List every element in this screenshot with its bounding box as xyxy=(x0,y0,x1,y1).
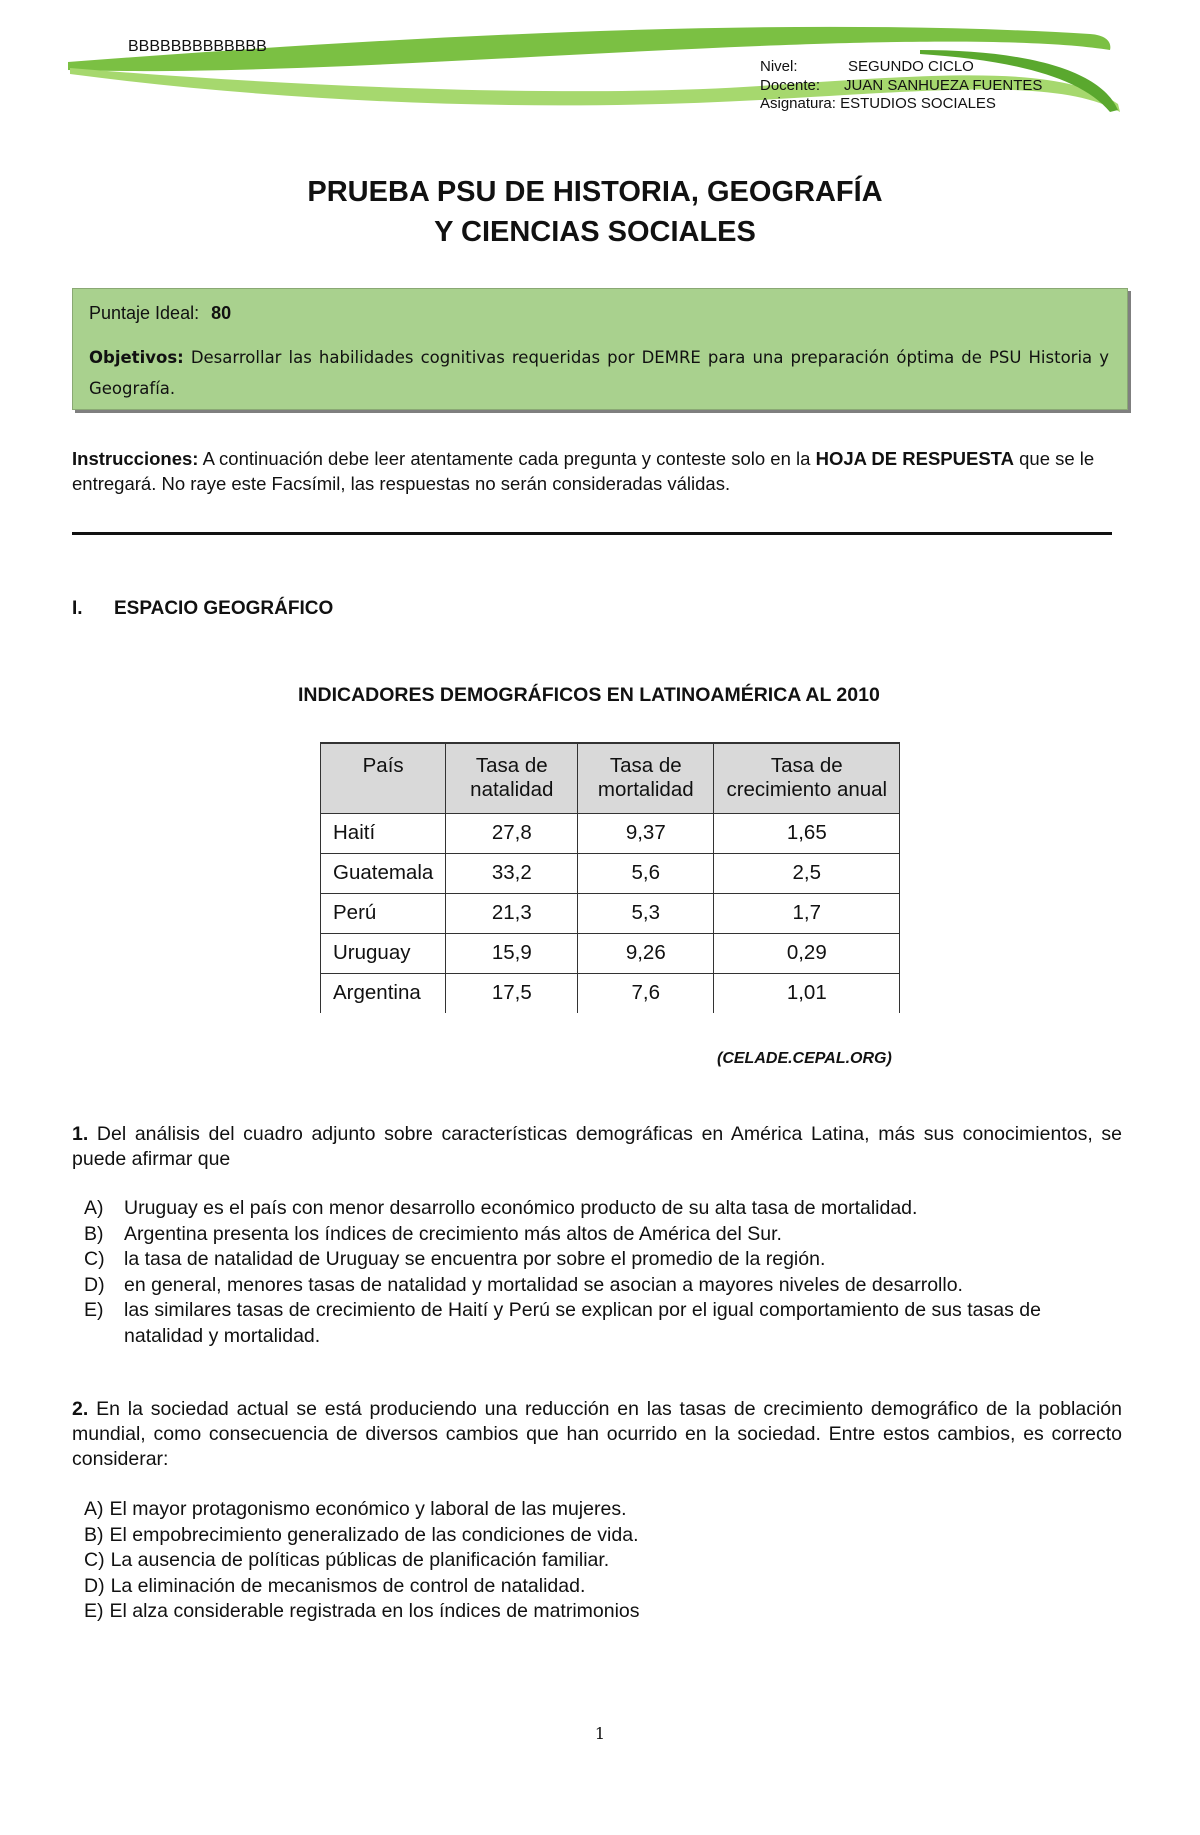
option-letter: E) xyxy=(84,1600,104,1622)
table-cell-country: Perú xyxy=(321,893,446,933)
question-2-text: En la sociedad actual se está produciendo una reducción en las tasas de crecimiento demográfico de la población mundial, como consecuencia de diversos cambios que han ocurrido en la sociedad. Entre estos cambios, es correcto considerar: xyxy=(72,1398,1122,1470)
table-cell: 1,01 xyxy=(714,973,900,1013)
meta-docente-value: JUAN SANHUEZA FUENTES xyxy=(844,77,1043,94)
meta-nivel xyxy=(760,58,974,75)
option-text: El alza considerable registrada en los índices de matrimonios xyxy=(109,1600,640,1622)
section-title: ESPACIO GEOGRÁFICO xyxy=(114,598,334,619)
question-2-options xyxy=(84,1497,1124,1625)
table-row xyxy=(321,933,900,973)
question-1-stem xyxy=(72,1122,1122,1172)
option-letter: A) xyxy=(84,1498,104,1520)
table-source: (CELADE.CEPAL.ORG) xyxy=(717,1050,892,1067)
table-cell: 9,37 xyxy=(578,813,714,853)
question-2-stem xyxy=(72,1397,1122,1472)
instructions-text-after: que se le entregará. No raye este Facsímil, las respuestas no serán consideradas válidas. xyxy=(72,448,1095,494)
table-cell: 2,5 xyxy=(714,853,900,893)
instructions-text-before: A continuación debe leer atentamente cada pregunta y conteste solo en la xyxy=(202,448,811,469)
option-text: Argentina presenta los índices de crecimiento más altos de América del Sur. xyxy=(124,1222,782,1245)
divider-rule xyxy=(72,532,1112,535)
instructions xyxy=(72,446,1124,496)
table-row xyxy=(321,853,900,893)
page-title-line-2: Y CIENCIAS SOCIALES xyxy=(434,216,756,248)
table-cell: 33,2 xyxy=(446,853,578,893)
meta-asignatura-label: Asignatura: xyxy=(760,95,836,112)
table-title: INDICADORES DEMOGRÁFICOS EN LATINOAMÉRICA AL 2010 xyxy=(298,684,880,706)
page-title-line-1: PRUEBA PSU DE HISTORIA, GEOGRAFÍA xyxy=(307,176,883,208)
table-cell-country: Haití xyxy=(321,813,446,853)
meta-nivel-label: Nivel: xyxy=(760,58,798,75)
question-1-number: 1. xyxy=(72,1123,89,1145)
objectives xyxy=(89,342,1109,404)
table-cell: 7,6 xyxy=(578,973,714,1013)
table-cell: 27,8 xyxy=(446,813,578,853)
section-heading xyxy=(72,598,333,620)
question-1-option-e xyxy=(84,1298,1114,1349)
question-1-option-b xyxy=(84,1222,1124,1248)
table-header-cell: Tasa de mortalidad xyxy=(578,743,714,813)
option-letter: C) xyxy=(84,1248,105,1270)
table-cell-country: Guatemala xyxy=(321,853,446,893)
option-text: La eliminación de mecanismos de control de natalidad. xyxy=(110,1574,586,1597)
table-cell: 9,26 xyxy=(578,933,714,973)
question-2-option-a xyxy=(84,1497,1124,1523)
option-letter: A) xyxy=(84,1197,104,1219)
option-text: las similares tasas de crecimiento de Haití y Perú se explican por el igual comportamiento de sus tasas de natalidad y mortalidad. xyxy=(124,1299,1041,1347)
question-2-option-d xyxy=(84,1574,1124,1600)
table-cell-country: Uruguay xyxy=(321,933,446,973)
table-row xyxy=(321,973,900,1013)
question-1-text: Del análisis del cuadro adjunto sobre características demográficas en América Latina, más sus conocimientos, se puede afirmar que xyxy=(72,1123,1122,1170)
objectives-label: Objetivos: xyxy=(89,348,184,367)
objectives-text: Desarrollar las habilidades cognitivas requeridas por DEMRE para una preparación óptima de PSU Historia y Geografía. xyxy=(89,348,1109,398)
meta-docente xyxy=(760,77,1042,94)
ideal-score xyxy=(89,303,1109,324)
demographics-table xyxy=(320,742,900,1013)
instructions-emphasis: HOJA DE RESPUESTA xyxy=(815,448,1014,469)
table-header-row xyxy=(321,743,900,813)
option-text: El empobrecimiento generalizado de las condiciones de vida. xyxy=(109,1523,639,1546)
ideal-score-value: 80 xyxy=(211,303,232,323)
meta-docente-label: Docente: xyxy=(760,77,821,94)
question-1-option-c xyxy=(84,1247,1124,1273)
option-text: Uruguay es el país con menor desarrollo económico producto de su alta tasa de mortalidad. xyxy=(124,1197,918,1219)
table-header-cell: Tasa de natalidad xyxy=(446,743,578,813)
table-cell: 0,29 xyxy=(714,933,900,973)
option-text: La ausencia de políticas públicas de planificación familiar. xyxy=(110,1549,610,1571)
option-text: la tasa de natalidad de Uruguay se encuentra por sobre el promedio de la región. xyxy=(124,1248,826,1270)
option-letter: D) xyxy=(84,1273,105,1296)
table-cell: 1,7 xyxy=(714,893,900,933)
option-letter: C) xyxy=(84,1549,105,1571)
section-number: I. xyxy=(72,598,83,619)
option-letter: E) xyxy=(84,1299,104,1321)
table-cell: 15,9 xyxy=(446,933,578,973)
question-1-option-d xyxy=(84,1273,1124,1299)
instructions-label: Instrucciones: xyxy=(72,448,199,469)
table-header-cell: Tasa de crecimiento anual xyxy=(714,743,900,813)
table-cell: 5,3 xyxy=(578,893,714,933)
meta-asignatura-value: ESTUDIOS SOCIALES xyxy=(840,95,996,112)
question-2-option-b xyxy=(84,1523,1124,1549)
table-cell: 17,5 xyxy=(446,973,578,1013)
table-header-cell: País xyxy=(321,743,446,813)
objectives-box xyxy=(72,288,1128,410)
question-2-option-e xyxy=(84,1599,1124,1625)
option-text: en general, menores tasas de natalidad y mortalidad se asocian a mayores niveles de desarrollo. xyxy=(124,1273,963,1296)
page-number: 1 xyxy=(594,1724,606,1743)
question-2-number: 2. xyxy=(72,1398,89,1420)
ideal-score-label: Puntaje Ideal: xyxy=(89,303,200,323)
table-cell: 1,65 xyxy=(714,813,900,853)
option-letter: D) xyxy=(84,1574,105,1597)
table-cell-country: Argentina xyxy=(321,973,446,1013)
question-2-option-c xyxy=(84,1548,1124,1574)
table-cell: 5,6 xyxy=(578,853,714,893)
table-cell: 21,3 xyxy=(446,893,578,933)
table-row xyxy=(321,893,900,933)
meta-nivel-value: SEGUNDO CICLO xyxy=(848,58,974,75)
meta-asignatura xyxy=(760,95,996,112)
page-title xyxy=(0,172,1190,252)
option-letter: B) xyxy=(84,1222,104,1245)
table-row xyxy=(321,813,900,853)
header-code: BBBBBBBBBBBBB xyxy=(128,38,267,55)
question-1-options xyxy=(84,1196,1124,1349)
option-letter: B) xyxy=(84,1523,104,1546)
header-swoosh-decoration xyxy=(60,20,1120,130)
question-1-option-a xyxy=(84,1196,1124,1222)
option-text: El mayor protagonismo económico y laboral de las mujeres. xyxy=(109,1498,627,1520)
